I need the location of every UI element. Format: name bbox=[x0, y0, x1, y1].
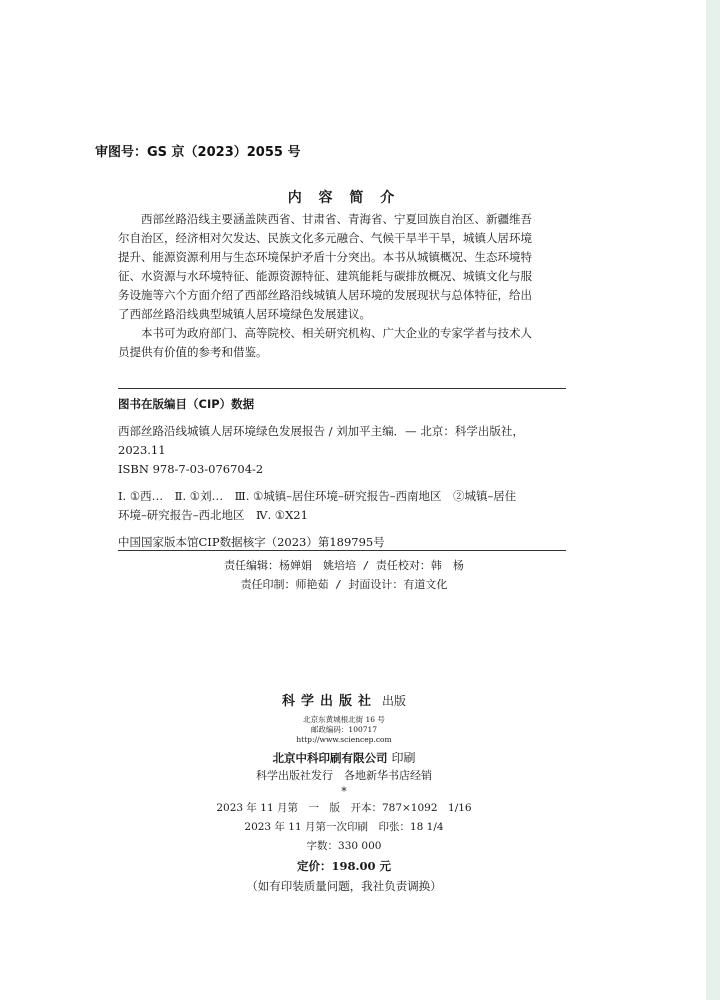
summary-title: 内 容 简 介 bbox=[287, 190, 401, 206]
summary-body bbox=[118, 210, 566, 362]
summary-line: 提升、能源资源利用与生态环境保护矛盾十分突出。本书从城镇概况、生态环境特 bbox=[118, 250, 532, 264]
publisher-address: 北京东黄城根北街 16 号 bbox=[303, 715, 385, 724]
summary-paragraph-2 bbox=[118, 324, 566, 343]
edition-line: 2023 年 11 月第 一 版 开本：787×1092 1/16 bbox=[216, 802, 472, 814]
summary-paragraph-1 bbox=[118, 210, 566, 229]
printer-line bbox=[0, 749, 688, 767]
printing-line: 2023 年 11 月第一次印刷 印张：18 1/4 bbox=[244, 821, 444, 833]
cip-classification-line: Ⅰ. ①西… Ⅱ. ①刘… Ⅲ. ①城镇–居住环境–研究报告–西南地区 ②城镇–居住 bbox=[118, 489, 517, 503]
summary-line: 本书可为政府部门、高等院校、相关研究机构、广大企业的专家学者与技术人 bbox=[141, 326, 532, 340]
publisher-postcode: 邮政编码：100717 bbox=[310, 725, 378, 734]
cip-library-record: 中国国家版本馆CIP数据核字（2023）第189795号 bbox=[118, 535, 385, 549]
summary-line: 征、水资源与水环境特征、能源资源特征、建筑能耗与碳排放概况、城镇文化与服 bbox=[118, 269, 532, 283]
publisher-role: 出版 bbox=[382, 694, 407, 708]
summary-line: 尔自治区，经济相对欠发达、民族文化多元融合、气候干旱半干旱，城镇人居环境 bbox=[118, 231, 532, 245]
price: 定价：198.00 元 bbox=[296, 859, 391, 873]
cip-bottom-rule bbox=[118, 550, 566, 551]
cip-classification-line: 环境–研究报告–西北地区 Ⅳ. ①X21 bbox=[118, 508, 308, 522]
quality-note: （如有印装质量问题，我社负责调换） bbox=[246, 879, 442, 893]
map-approval-number: 审图号：GS 京（2023）2055 号 bbox=[95, 145, 301, 160]
summary-paragraph-1-cont bbox=[118, 229, 566, 324]
printer-role: 印刷 bbox=[391, 751, 416, 765]
cip-top-rule bbox=[118, 388, 566, 389]
summary-line: 了西部丝路沿线典型城镇人居环境绿色发展建议。 bbox=[118, 307, 371, 321]
credits-line-editors: 责任编辑：杨婵娟 姚培培 / 责任校对：韩 杨 bbox=[224, 559, 464, 572]
cip-heading: 图书在版编目（CIP）数据 bbox=[118, 397, 255, 411]
cip-block bbox=[118, 395, 566, 552]
summary-paragraph-2-cont bbox=[118, 343, 566, 362]
separator-star: * bbox=[341, 785, 347, 798]
cip-isbn: ISBN 978-7-03-076704-2 bbox=[118, 462, 264, 476]
printer-name: 北京中科印刷有限公司 bbox=[272, 751, 388, 765]
word-count: 字数：330 000 bbox=[306, 840, 382, 852]
summary-line: 员提供有价值的参考和借鉴。 bbox=[118, 345, 268, 359]
page-edge-strip bbox=[706, 0, 720, 1000]
distribution-line: 科学出版社发行 各地新华书店经销 bbox=[256, 769, 432, 782]
editorial-credits bbox=[0, 556, 688, 594]
publisher-line bbox=[282, 690, 406, 709]
publisher-url: http://www.sciencep.com bbox=[296, 735, 392, 744]
credits-line-production: 责任印制：师艳茹 / 封面设计：有道文化 bbox=[240, 578, 448, 591]
publisher-block bbox=[0, 690, 688, 896]
summary-line: 务设施等六个方面介绍了西部丝路沿线城镇人居环境的发展现状与总体特征，给出 bbox=[118, 288, 532, 302]
cip-entry-line: 西部丝路沿线城镇人居环境绿色发展报告 / 刘加平主编．— 北京：科学出版社， bbox=[118, 424, 524, 438]
cip-entry-line: 2023.11 bbox=[118, 443, 166, 457]
publisher-name: 科学出版社 bbox=[281, 694, 377, 709]
summary-line: 西部丝路沿线主要涵盖陕西省、甘肃省、青海省、宁夏回族自治区、新疆维吾 bbox=[141, 212, 532, 226]
